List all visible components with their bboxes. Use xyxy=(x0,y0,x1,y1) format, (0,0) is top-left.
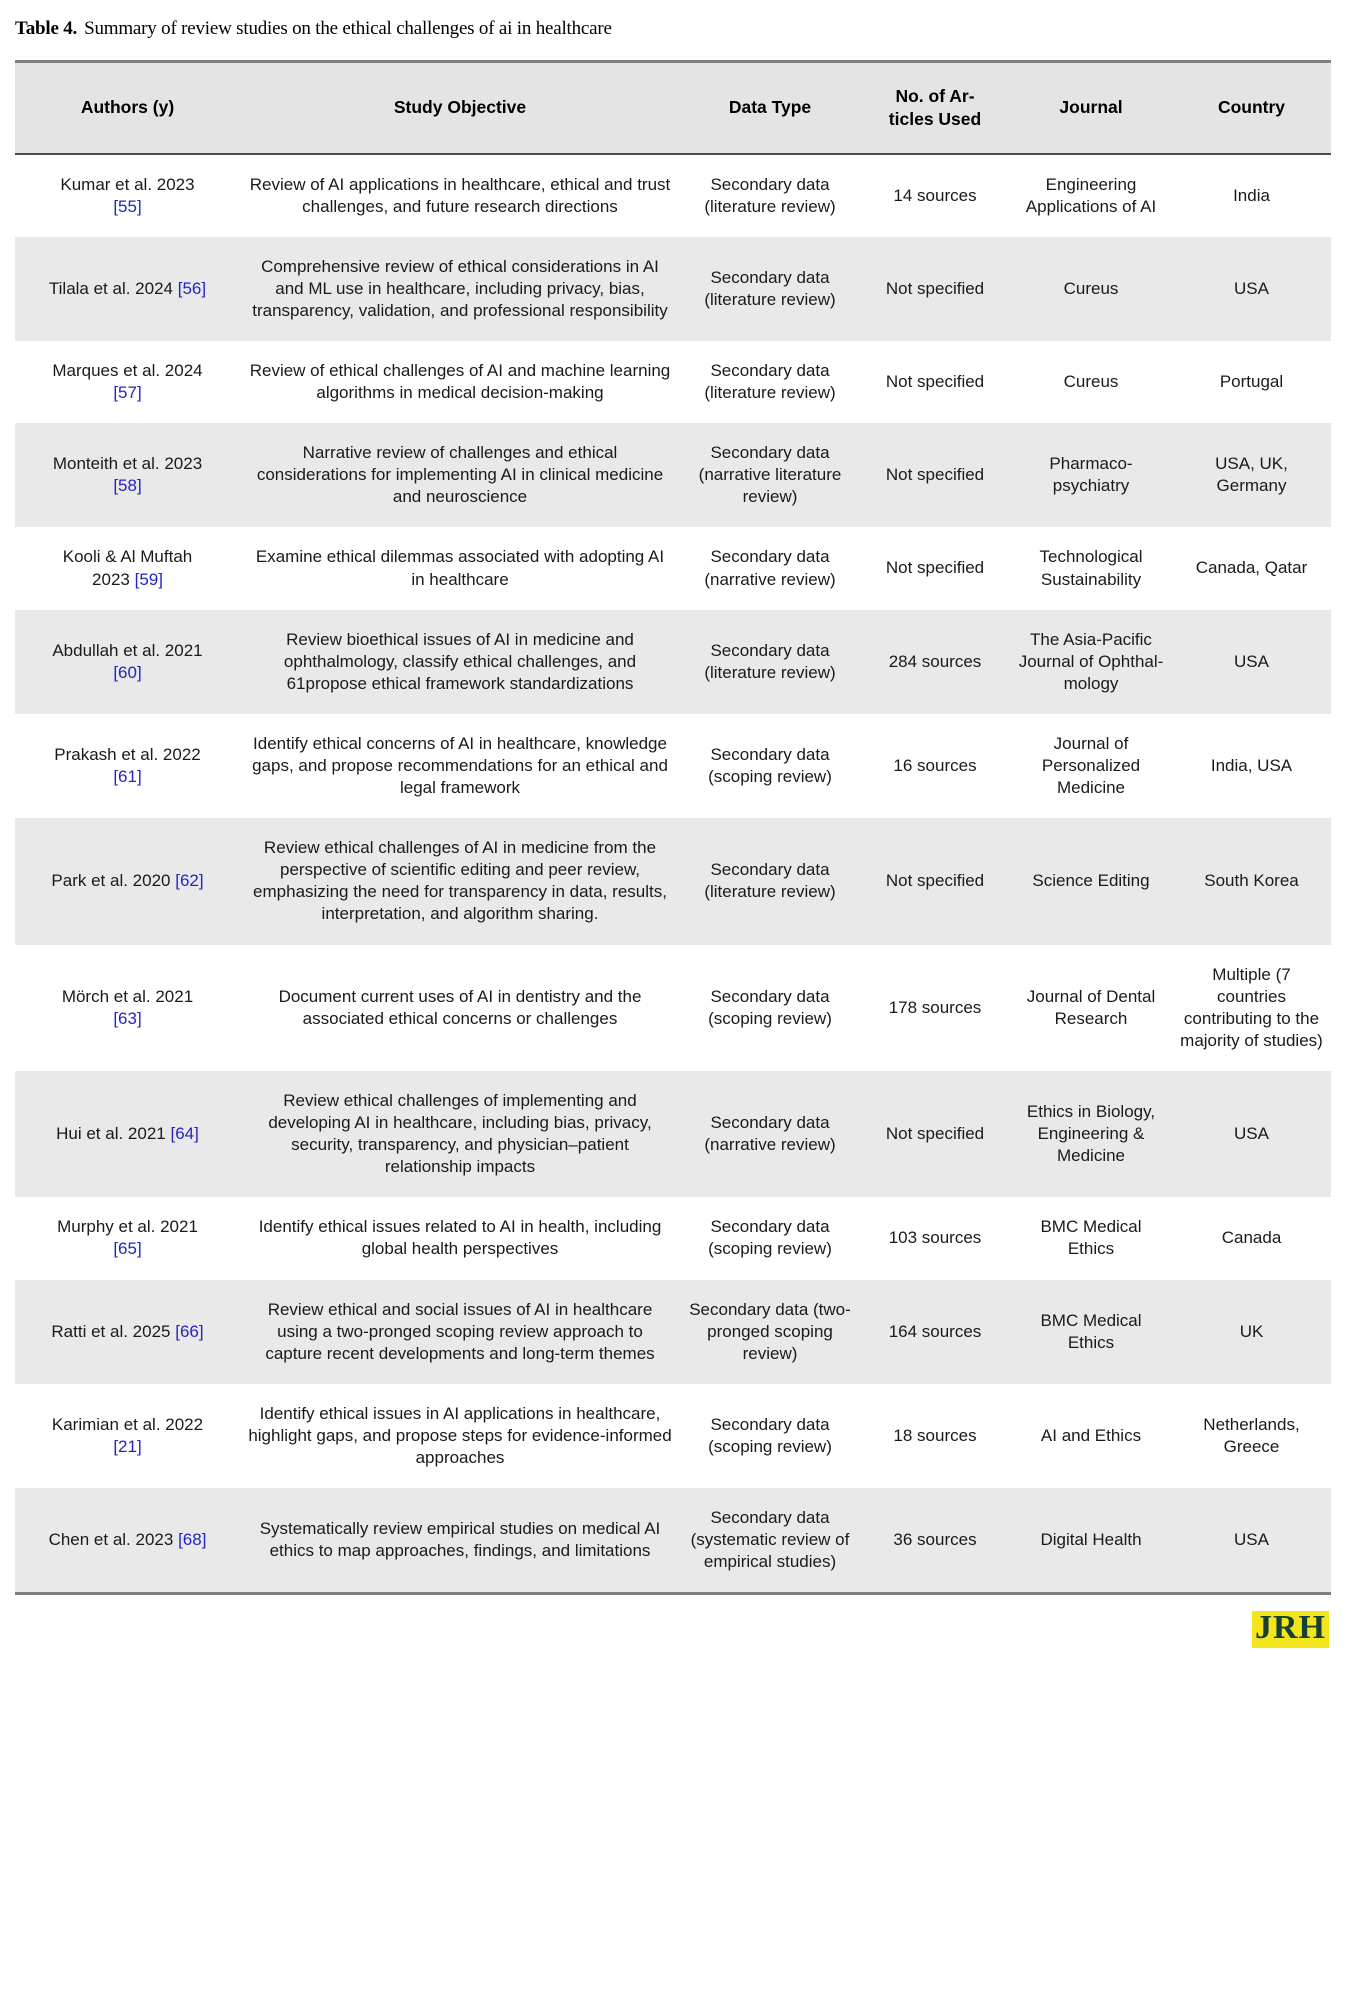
articles-used-cell: Not specified xyxy=(885,558,985,578)
objective-cell: Review of AI applications in healthcare, ethical and trust challenges, and future research directions xyxy=(249,174,671,216)
column-header-data-type: Data Type xyxy=(680,62,860,154)
table-row xyxy=(15,818,1331,944)
articles-used-cell: Not specified xyxy=(860,1071,1010,1197)
objective-cell: Review ethical challenges of implementing and developing AI in healthcare, including bias, privacy, security, transparency, and physician–patient relationship impacts xyxy=(240,1071,680,1197)
journal-cell: Journal of Personalized Medicine xyxy=(1041,733,1141,798)
citation-ref[interactable]: [62] xyxy=(175,871,204,891)
data-type-cell: Secondary data (scoping review) xyxy=(708,986,832,1028)
data-type-cell: Secondary data (narrative literature review) xyxy=(680,423,860,527)
country-cell: Portugal xyxy=(1219,372,1284,392)
author-name: Kumar et al. 2023 xyxy=(60,174,195,194)
data-type-cell: Secondary data (scoping review) xyxy=(708,1217,832,1259)
objective-cell: Narrative review of challenges and ethical considerations for implementing AI in clinical medicine and neuroscience xyxy=(240,423,680,527)
journal-cell: Journal of Dental Research xyxy=(1026,986,1156,1028)
table-row xyxy=(15,154,1331,237)
citation-ref[interactable]: [66] xyxy=(175,1321,204,1341)
journal-cell: Cureus xyxy=(1063,372,1119,392)
author-name: Abdullah et al. 2021 xyxy=(52,640,203,660)
author-ref-line xyxy=(23,382,232,404)
articles-used-cell: Not specified xyxy=(885,372,985,392)
table-header xyxy=(15,62,1331,154)
table-header-row xyxy=(15,62,1331,154)
column-header-country: Country xyxy=(1172,62,1331,154)
author-ref-line xyxy=(23,196,232,218)
journal-cell: BMC Medical Ethics xyxy=(1040,1217,1142,1259)
author-ref-line xyxy=(23,1436,232,1458)
table-row xyxy=(15,1488,1331,1594)
objective-cell: Identify ethical issues in AI applications in healthcare, highlight gaps, and propose steps for evidence-informed approaches xyxy=(248,1403,672,1467)
citation-ref[interactable]: [55] xyxy=(113,196,142,216)
table-body xyxy=(15,154,1331,1594)
author-cell xyxy=(15,527,240,609)
author-name: Karimian et al. 2022 xyxy=(51,1414,204,1434)
country-cell: Multiple (7 countries contributing to the majority of studies) xyxy=(1180,964,1323,1050)
objective-cell: Review ethical challenges of AI in medicine from the perspective of scientific editing and peer review, emphasizing the need for transparency in data, results, interpretation, and algorithm sharing. xyxy=(240,818,680,944)
journal-cell: Engineering Applications of AI xyxy=(1025,174,1157,216)
citation-ref[interactable]: [21] xyxy=(113,1436,142,1456)
table-row xyxy=(15,237,1331,341)
author-name: Ratti et al. 2025 [66] xyxy=(51,1321,204,1341)
citation-ref[interactable]: [60] xyxy=(113,662,142,682)
citation-ref[interactable]: [64] xyxy=(170,1124,199,1144)
journal-cell: Digital Health xyxy=(1010,1488,1172,1594)
objective-cell: Review bioethical issues of AI in medicine and ophthalmology, classify ethical challenges, and 61propose ethical framework standardizations xyxy=(240,610,680,714)
author-name: Mörch et al. 2021 xyxy=(61,986,194,1006)
objective-cell: Document current uses of AI in dentistry and the associated ethical concerns or challenges xyxy=(278,986,642,1028)
author-name: Kooli & Al Muftah xyxy=(62,547,193,567)
author-cell xyxy=(15,423,240,527)
citation-ref[interactable]: [65] xyxy=(113,1239,142,1259)
country-cell: USA xyxy=(1172,610,1331,714)
author-cell xyxy=(15,714,240,818)
table-row xyxy=(15,527,1331,609)
author-cell xyxy=(15,1384,240,1488)
table-row xyxy=(15,945,1331,1071)
author-ref-line: 2023 [59] xyxy=(92,569,163,589)
author-ref-line xyxy=(23,766,232,788)
articles-used-cell: 16 sources xyxy=(893,756,977,775)
articles-used-cell: Not specified xyxy=(860,237,1010,341)
table-row xyxy=(15,1384,1331,1488)
author-cell xyxy=(15,610,240,714)
articles-used-cell: Not specified xyxy=(860,423,1010,527)
journal-cell: The Asia-Pacific Journal of Ophthalmology xyxy=(1010,610,1172,714)
column-header-journal: Journal xyxy=(1010,62,1172,154)
data-type-cell: Secondary data (systematic review of empirical studies) xyxy=(680,1488,860,1594)
data-type-cell: Secondary data (literature review) xyxy=(680,237,860,341)
citation-ref[interactable]: [59] xyxy=(134,569,163,589)
country-cell: USA xyxy=(1172,237,1331,341)
objective-cell: Examine ethical dilemmas associated with adopting AI in healthcare xyxy=(255,547,665,589)
articles-used-cell: 14 sources xyxy=(893,185,977,205)
author-ref-line xyxy=(23,662,232,684)
objective-cell: Review ethical and social issues of AI in healthcare using a two-pronged scoping review approach to capture recent developments and long-term themes xyxy=(240,1280,680,1384)
objective-cell: Comprehensive review of ethical considerations in AI and ML use in healthcare, including privacy, bias, transparency, validation, and professional responsibility xyxy=(240,237,680,341)
column-header-articles: No. of Ar- ticles Used xyxy=(860,62,1010,154)
author-cell xyxy=(15,1280,240,1384)
data-type-cell: Secondary data (literature review) xyxy=(704,174,836,216)
data-type-cell: Secondary data (scoping review) xyxy=(708,1414,832,1456)
data-type-cell: Secondary data (literature review) xyxy=(680,818,860,944)
country-cell: Canada, Qatar xyxy=(1195,558,1308,578)
articles-used-cell: 284 sources xyxy=(860,610,1010,714)
author-cell xyxy=(15,818,240,944)
data-type-cell: Secondary data (two-pronged scoping review) xyxy=(680,1280,860,1384)
citation-ref[interactable]: [68] xyxy=(178,1530,207,1550)
author-cell xyxy=(15,154,240,237)
author-name: Park et al. 2020 [62] xyxy=(51,871,204,891)
journal-cell: Technological Sustainability xyxy=(1039,547,1143,589)
author-cell xyxy=(15,1488,240,1594)
articles-used-cell: 36 sources xyxy=(860,1488,1010,1594)
data-type-cell: Secondary data (literature review) xyxy=(680,610,860,714)
objective-cell: Identify ethical concerns of AI in healthcare, knowledge gaps, and propose recommendations for an ethical and legal framework xyxy=(252,733,668,798)
author-name: Tilala et al. 2024 [56] xyxy=(48,278,207,298)
citation-ref[interactable]: [56] xyxy=(177,278,207,298)
author-cell xyxy=(15,1197,240,1279)
citation-ref[interactable]: [63] xyxy=(113,1008,142,1028)
country-cell: UK xyxy=(1172,1280,1331,1384)
author-name: Murphy et al. 2021 xyxy=(57,1217,198,1237)
country-cell: USA xyxy=(1172,1071,1331,1197)
table-row xyxy=(15,423,1331,527)
journal-cell: AI and Ethics xyxy=(1040,1425,1142,1445)
table-row xyxy=(15,341,1331,423)
table-caption xyxy=(15,18,1331,40)
table-row xyxy=(15,714,1331,818)
citation-ref[interactable]: [57] xyxy=(113,383,142,403)
author-cell xyxy=(15,945,240,1071)
table-row xyxy=(15,610,1331,714)
articles-used-cell: Not specified xyxy=(860,818,1010,944)
country-cell: Canada xyxy=(1221,1228,1282,1248)
author-name: Hui et al. 2021 [64] xyxy=(56,1124,199,1144)
citation-ref[interactable]: [61] xyxy=(113,767,142,787)
author-ref-line xyxy=(23,475,232,497)
country-cell: South Korea xyxy=(1172,818,1331,944)
journal-cell: Cureus xyxy=(1010,237,1172,341)
footer-logo-row xyxy=(15,1611,1331,1647)
country-cell: USA, UK, Germany xyxy=(1172,423,1331,527)
data-type-cell: Secondary data (narrative review) xyxy=(680,1071,860,1197)
data-type-cell: Secondary data (narrative review) xyxy=(704,547,836,589)
objective-cell: Review of ethical challenges of AI and machine learning algorithms in medical decision-making xyxy=(249,360,671,403)
author-cell xyxy=(15,341,240,423)
country-cell: USA xyxy=(1172,1488,1331,1594)
table-caption-label: Table 4. xyxy=(15,18,78,39)
data-type-cell: Secondary data (literature review) xyxy=(704,360,836,403)
country-cell: India xyxy=(1233,185,1270,205)
column-header-authors: Authors (y) xyxy=(15,62,240,154)
journal-cell: Science Editing xyxy=(1010,818,1172,944)
author-cell xyxy=(15,1071,240,1197)
citation-ref[interactable]: [58] xyxy=(113,476,142,496)
author-cell xyxy=(15,237,240,341)
review-studies-table xyxy=(15,60,1331,1595)
jrh-journal-logo: JRH xyxy=(1252,1611,1329,1647)
data-type-cell: Secondary data (scoping review) xyxy=(708,744,832,787)
articles-used-cell: 178 sources xyxy=(888,997,982,1017)
table-caption-text: Summary of review studies on the ethical challenges of ai in healthcare xyxy=(84,18,612,39)
country-cell: Netherlands, Greece xyxy=(1203,1414,1300,1456)
table-row xyxy=(15,1071,1331,1197)
journal-cell: Ethics in Biology, Engineering & Medicine xyxy=(1010,1071,1172,1197)
articles-used-cell: 18 sources xyxy=(893,1425,977,1445)
author-name: Chen et al. 2023 [68] xyxy=(48,1530,207,1550)
author-ref-line xyxy=(23,1008,232,1030)
articles-used-cell: 103 sources xyxy=(888,1228,982,1248)
table-row xyxy=(15,1280,1331,1384)
objective-cell: Systematically review empirical studies on medical AI ethics to map approaches, findings, and limitations xyxy=(240,1488,680,1594)
author-ref-line xyxy=(23,1238,232,1260)
author-name: Marques et al. 2024 xyxy=(52,360,203,380)
author-name: Monteith et al. 2023 xyxy=(52,454,203,474)
articles-used-cell: 164 sources xyxy=(860,1280,1010,1384)
objective-cell: Identify ethical issues related to AI in health, including global health perspectives xyxy=(258,1217,662,1259)
journal-cell: BMC Medical Ethics xyxy=(1010,1280,1172,1384)
country-cell: India, USA xyxy=(1210,756,1293,775)
column-header-objective: Study Objective xyxy=(240,62,680,154)
author-name: Prakash et al. 2022 xyxy=(54,744,201,764)
journal-cell: Pharmacopsychiatry xyxy=(1010,423,1172,527)
table-row xyxy=(15,1197,1331,1279)
